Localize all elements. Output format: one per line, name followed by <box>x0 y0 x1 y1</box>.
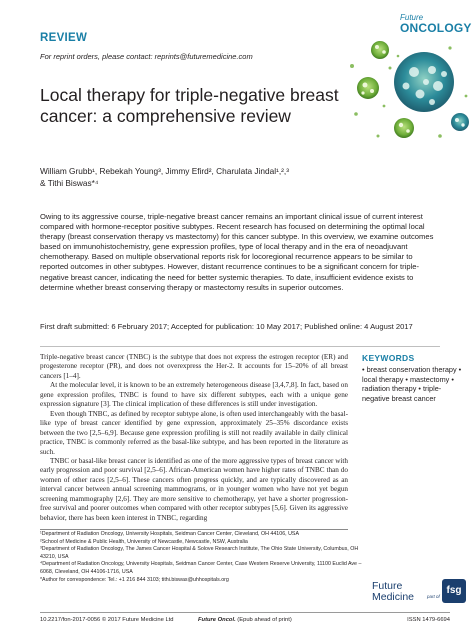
author-list <box>40 166 440 189</box>
body-paragraph: TNBC or basal-like breast cancer is identified as one of the more aggressive types of breast cancer with early progression and poor survival [2,5–6]. African-American women have higher rates of TNBC than do women of other races [2,5–6]. These cancers often progress quickly, and are typically discovered as an interval cancer between annual screening mammograms, or in younger women who have not yet begun screening mammography [2,6]. They are more sensitive to chemotherapy, yet have a shorter progression-free survival and poorer outcomes when compared with other receptor subtypes [5,6]. Given its aggressive behavior, there has been keen interest in TNBC, regarding <box>40 456 348 522</box>
footer-journal-name: Future Oncol. <box>198 617 236 623</box>
footer-epub: (Epub ahead of print) <box>235 617 292 623</box>
keywords-box <box>362 353 462 403</box>
cell-small-top <box>371 41 389 59</box>
cell-small-bottom <box>394 118 414 138</box>
cell-main <box>394 52 454 112</box>
future-medicine-line1: Future <box>372 580 403 592</box>
cell-small-left <box>357 77 379 99</box>
affiliation-item: ⁴Department of Radiation Oncology, University Hospitals, Seidman Cancer Center, Case Western Reserve University, 11100 Euclid Ave – 6068, Cleveland, OH 44106-1716, USA <box>40 561 362 575</box>
future-medicine-line2: Medicine <box>372 591 415 603</box>
affiliations <box>40 531 370 584</box>
affiliation-item: ³Department of Radiation Oncology, The James Cancer Hospital & Solove Research Institute, The Ohio State University, Columbus, OH 43210, USA <box>40 546 359 560</box>
footer-divider <box>40 612 450 613</box>
affiliation-item: ¹Department of Radiation Oncology, University Hospitals, Seidman Cancer Center, Cleveland, OH 44106, USA <box>40 531 299 537</box>
footer-journal <box>198 617 292 623</box>
fsg-logo: fsg <box>442 579 466 603</box>
keywords-list: • breast conservation therapy • local therapy • mastectomy • radiation therapy • triple-negative breast cancer <box>362 365 462 403</box>
submission-history: First draft submitted: 6 February 2017; Accepted for publication: 10 May 2017; Published online: 4 August 2017 <box>40 322 413 331</box>
journal-logo <box>400 14 470 34</box>
body-paragraph: Even though TNBC, as defined by receptor subtype alone, is often used interchangeably with the basal-like type of breast cancer identified by gene expression, approximately 25–35% discordance exists between the two [2,5–6,9]. Because gene expression profiling is still not readily available in daily clinical practice, TNBC is commonly referred as the basal-like subtype, and has been reported in the literature as such. <box>40 409 348 456</box>
affiliations-divider <box>40 529 348 530</box>
section-label: REVIEW <box>40 32 88 44</box>
part-of-label: part of <box>427 594 440 599</box>
article-title: Local therapy for triple-negative breast cancer: a comprehensive review <box>40 85 339 126</box>
abstract: Owing to its aggressive course, triple-negative breast cancer remains an important clinical issue of current interest compared with hormone-receptor positive subtypes. Recent research has focused on determining the optimal local therapy (breast conservation therapy vs mastectomy) for this cancer subtype. In this overview, we examine outcomes based on immunohistochemistry, gene expression profiles, type of local therapy and in the era of neoadjuvant chemotherapy. Based on multiple observational reports risk for locoregional recurrence appears to be similar to reported outcomes in other subtypes. However, distant recurrence continues to be a significant concern for triple-negative breast cancer, indicating the need for better systemic therapies. To date, insufficient evidence exists to determine whether breast conserving therapy or mastectomy results in superior outcomes. <box>40 212 434 292</box>
cell-small-right <box>451 113 469 131</box>
affiliation-item: ²School of Medicine & Public Health, University of Newcastle, Newcastle, NSW, Australia <box>40 538 248 545</box>
keywords-heading: KEYWORDS <box>362 353 415 363</box>
journal-logo-future: Future <box>400 13 424 22</box>
cancer-cells-illustration <box>340 36 474 148</box>
body-text <box>40 353 348 523</box>
footer-doi: 10.2217/fon-2017-0056 © 2017 Future Medicine Ltd <box>40 617 174 623</box>
journal-logo-oncology: ONCOLOGY <box>400 21 472 35</box>
section-divider <box>40 346 440 347</box>
body-paragraph: Triple-negative breast cancer (TNBC) is the subtype that does not express the estrogen receptor (ER) and progesterone receptor (PR), and does not overexpress the Her-2. It accounts for 15–20% of all breast cancers [1–4]. <box>40 353 348 380</box>
footer-issn: ISSN 1479-6694 <box>407 617 450 623</box>
author-line-2: & Tithi Biswas*⁴ <box>40 177 99 188</box>
future-medicine-wordmark <box>372 581 414 603</box>
author-line-1: William Grubb¹, Rebekah Young³, Jimmy Efird², Charulata Jindal¹,²,³ <box>40 166 289 176</box>
body-paragraph: At the molecular level, it is known to be an extremely heterogeneous disease [3,4,7,8]. In fact, based on gene expression profiles, TNBC is found to have six different subtypes, each with a unique gene expression signature [3]. The clinical implication of these differences is still under investigation. <box>40 381 348 409</box>
reprint-notice: For reprint orders, please contact: reprints@futuremedicine.com <box>40 52 253 61</box>
correspondence: *Author for correspondence: Tel.: +1 216 844 3103; tithi.biswas@uhhospitals.org <box>40 576 229 583</box>
future-medicine-logo <box>372 579 468 609</box>
